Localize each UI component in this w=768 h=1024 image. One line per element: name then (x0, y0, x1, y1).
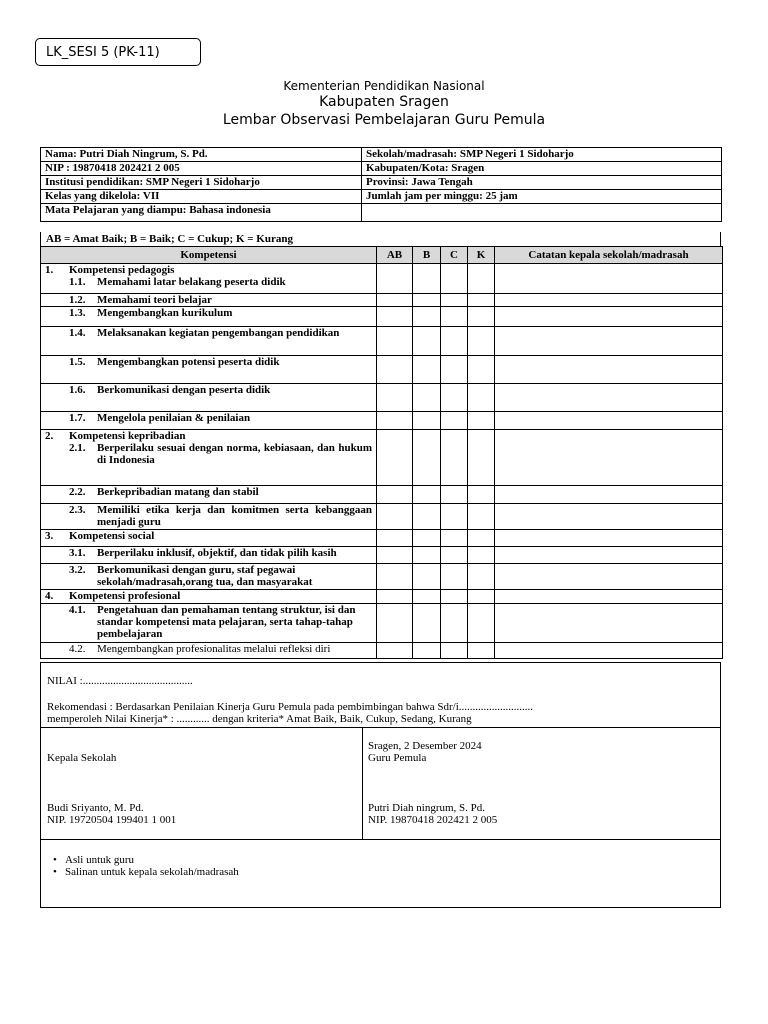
item-number: 2. (45, 430, 54, 442)
region-heading: Kabupaten Sragen (319, 94, 449, 110)
rating-cell-c[interactable] (441, 384, 468, 412)
rating-cell-c[interactable] (441, 486, 468, 504)
competency-label: Berkepribadian matang dan stabil (97, 486, 259, 498)
item-number: 4. (45, 590, 54, 602)
note-cell[interactable] (495, 604, 723, 643)
rating-cell-k[interactable] (468, 294, 495, 307)
rating-cell-k[interactable] (468, 307, 495, 327)
rating-cell-b[interactable] (413, 327, 441, 356)
note-cell[interactable] (495, 504, 723, 530)
rating-cell-ab[interactable] (377, 530, 413, 547)
table-row (41, 604, 723, 643)
table-row (41, 384, 723, 412)
hours-per-week: Jumlah jam per minggu: 25 jam (362, 190, 722, 204)
rating-cell-k[interactable] (468, 264, 495, 294)
rating-cell-k[interactable] (468, 412, 495, 430)
class-taught: Kelas yang dikelola: VII (41, 190, 362, 204)
item-number: 3.1. (69, 547, 86, 559)
item-number: 3. (45, 530, 54, 542)
teacher-signature-name: Putri Diah ningrum, S. Pd. (368, 802, 486, 814)
col-header-b: B (413, 247, 441, 264)
rating-cell-ab[interactable] (377, 384, 413, 412)
empty-cell (362, 204, 722, 222)
regency: Kabupaten/Kota: Sragen (362, 162, 722, 176)
rating-cell-ab[interactable] (377, 356, 413, 384)
col-header-k: K (468, 247, 495, 264)
rating-legend: AB = Amat Baik; B = Baik; C = Cukup; K = Kurang (40, 232, 721, 246)
rating-cell-b[interactable] (413, 356, 441, 384)
rating-cell-k[interactable] (468, 504, 495, 530)
table-row (41, 547, 723, 564)
province: Provinsi: Jawa Tengah (362, 176, 722, 190)
rating-cell-ab[interactable] (377, 412, 413, 430)
item-number: 1.6. (69, 384, 86, 396)
distribution-list (53, 854, 239, 878)
document-title: Lembar Observasi Pembelajaran Guru Pemula (222, 112, 546, 128)
recommendation-line-1: Rekomendasi : Berdasarkan Penilaian Kinerja Guru Pemula pada pembimbingan bahwa Sdr/i........................... (47, 701, 534, 713)
rating-cell-b[interactable] (413, 643, 441, 659)
institution: Institusi pendidikan: SMP Negeri 1 Sidoharjo (41, 176, 362, 190)
rating-cell-b[interactable] (413, 530, 441, 547)
rating-cell-b[interactable] (413, 486, 441, 504)
rating-cell-k[interactable] (468, 384, 495, 412)
note-cell[interactable] (495, 564, 723, 590)
rating-cell-ab[interactable] (377, 547, 413, 564)
table-row (41, 530, 723, 547)
note-cell[interactable] (495, 264, 723, 294)
rating-cell-c[interactable] (441, 564, 468, 590)
note-cell[interactable] (495, 547, 723, 564)
rating-cell-ab[interactable] (377, 307, 413, 327)
item-number: 1.5. (69, 356, 86, 368)
rating-cell-ab[interactable] (377, 643, 413, 659)
teacher-nip: NIP : 19870418 202421 2 005 (41, 162, 362, 176)
competency-label: Berperilaku sesuai dengan norma, kebiasaan, dan hukum di Indonesia (97, 442, 372, 466)
item-number: 3.2. (69, 564, 86, 576)
form-code-label: LK_SESI 5 (PK-11) (35, 38, 201, 66)
competency-label: Mengembangkan kurikulum (97, 307, 233, 319)
identity-table (40, 147, 722, 222)
rating-cell-c[interactable] (441, 307, 468, 327)
rating-cell-ab[interactable] (377, 590, 413, 604)
rating-cell-c[interactable] (441, 504, 468, 530)
rating-cell-b[interactable] (413, 504, 441, 530)
table-row (41, 264, 723, 294)
rating-cell-c[interactable] (441, 604, 468, 643)
note-cell[interactable] (495, 384, 723, 412)
item-number: 2.3. (69, 504, 86, 516)
table-row (41, 412, 723, 430)
item-number: 1. (45, 264, 54, 276)
rating-cell-k[interactable] (468, 486, 495, 504)
rating-cell-b[interactable] (413, 590, 441, 604)
rating-cell-k[interactable] (468, 564, 495, 590)
rating-cell-k[interactable] (468, 430, 495, 486)
ministry-heading: Kementerian Pendidikan Nasional (283, 79, 485, 93)
note-cell[interactable] (495, 643, 723, 659)
rating-cell-b[interactable] (413, 604, 441, 643)
competency-group-label: Kompetensi pedagogis (69, 264, 175, 276)
list-item: • Asli untuk guru (53, 854, 239, 866)
principal-role: Kepala Sekolah (47, 752, 117, 764)
rating-cell-b[interactable] (413, 307, 441, 327)
recommendation-line-2: memperoleh Nilai Kinerja* : ............ dengan kriteria* Amat Baik, Baik, Cukup, Sedang, Kurang (47, 713, 472, 725)
teacher-signature-nip: NIP. 19870418 202421 2 005 (368, 814, 498, 826)
rating-cell-c[interactable] (441, 547, 468, 564)
rating-cell-c[interactable] (441, 643, 468, 659)
rating-cell-c[interactable] (441, 327, 468, 356)
table-row (41, 504, 723, 530)
rating-cell-ab[interactable] (377, 430, 413, 486)
rating-cell-c[interactable] (441, 264, 468, 294)
divider (362, 727, 363, 839)
note-cell[interactable] (495, 356, 723, 384)
rating-cell-k[interactable] (468, 327, 495, 356)
col-header-c: C (441, 247, 468, 264)
rating-cell-c[interactable] (441, 356, 468, 384)
table-row (41, 294, 723, 307)
assessment-section (40, 662, 721, 908)
teacher-role: Guru Pemula (368, 752, 427, 764)
table-row (41, 307, 723, 327)
rating-cell-c[interactable] (441, 590, 468, 604)
table-row (41, 327, 723, 356)
rating-cell-ab[interactable] (377, 264, 413, 294)
table-row (41, 564, 723, 590)
rating-cell-k[interactable] (468, 356, 495, 384)
score-field[interactable]: NILAI :........................................ (47, 675, 193, 687)
rating-cell-ab[interactable] (377, 294, 413, 307)
note-cell[interactable] (495, 430, 723, 486)
competency-group-label: Kompetensi social (69, 530, 155, 542)
rating-cell-b[interactable] (413, 547, 441, 564)
item-number: 2.2. (69, 486, 86, 498)
item-number: 4.1. (69, 604, 86, 616)
table-row (41, 430, 723, 486)
col-header-ab: AB (377, 247, 413, 264)
item-number: 1.4. (69, 327, 86, 339)
competency-label: Melaksanakan kegiatan pengembangan pendidikan (97, 327, 340, 339)
rating-cell-c[interactable] (441, 412, 468, 430)
rating-cell-b[interactable] (413, 430, 441, 486)
principal-nip: NIP. 19720504 199401 1 001 (47, 814, 177, 826)
competency-label: Memahami latar belakang peserta didik (97, 276, 286, 288)
rating-cell-b[interactable] (413, 264, 441, 294)
note-cell[interactable] (495, 412, 723, 430)
item-number: 1.1. (69, 276, 86, 288)
rating-cell-b[interactable] (413, 384, 441, 412)
rating-cell-ab[interactable] (377, 504, 413, 530)
divider (41, 727, 720, 728)
item-number: 4.2. (69, 643, 86, 655)
competency-group-label: Kompetensi profesional (69, 590, 181, 602)
place-date: Sragen, 2 Desember 2024 (368, 740, 482, 752)
competency-label: Mengembangkan potensi peserta didik (97, 356, 280, 368)
item-number: 1.3. (69, 307, 86, 319)
col-header-kompetensi: Kompetensi (41, 247, 377, 264)
competency-label: Pengetahuan dan pemahaman tentang struktur, isi dan standar kompetensi mata pelajaran, serta tahap-tahap pembelajaran (97, 604, 356, 640)
table-row (41, 590, 723, 604)
rating-cell-k[interactable] (468, 547, 495, 564)
competency-label: Berkomunikasi dengan guru, staf pegawai sekolah/madrasah,orang tua, dan masyarakat (97, 564, 313, 588)
competency-label: Memiliki etika kerja dan komitmen serta kebanggaan menjadi guru (97, 504, 372, 528)
rating-cell-b[interactable] (413, 294, 441, 307)
rating-cell-ab[interactable] (377, 486, 413, 504)
competency-label: Berperilaku inklusif, objektif, dan tidak pilih kasih (97, 547, 337, 559)
item-number: 1.2. (69, 294, 86, 306)
principal-name: Budi Sriyanto, M. Pd. (47, 802, 144, 814)
rating-cell-b[interactable] (413, 564, 441, 590)
competency-table (40, 246, 723, 659)
note-cell[interactable] (495, 294, 723, 307)
competency-group-label: Kompetensi kepribadian (69, 430, 186, 442)
note-cell[interactable] (495, 530, 723, 547)
competency-label: Berkomunikasi dengan peserta didik (97, 384, 271, 396)
rating-cell-b[interactable] (413, 412, 441, 430)
note-cell[interactable] (495, 307, 723, 327)
table-row (41, 486, 723, 504)
school-name: Sekolah/madrasah: SMP Negeri 1 Sidoharjo (362, 148, 722, 162)
col-header-catatan: Catatan kepala sekolah/madrasah (495, 247, 723, 264)
item-number: 2.1. (69, 442, 86, 454)
item-number: 1.7. (69, 412, 86, 424)
note-cell[interactable] (495, 327, 723, 356)
rating-cell-k[interactable] (468, 590, 495, 604)
rating-cell-c[interactable] (441, 530, 468, 547)
rating-cell-c[interactable] (441, 294, 468, 307)
rating-cell-k[interactable] (468, 530, 495, 547)
note-cell[interactable] (495, 590, 723, 604)
rating-cell-ab[interactable] (377, 604, 413, 643)
rating-cell-k[interactable] (468, 604, 495, 643)
table-row (41, 643, 723, 659)
note-cell[interactable] (495, 486, 723, 504)
rating-cell-ab[interactable] (377, 564, 413, 590)
rating-cell-ab[interactable] (377, 327, 413, 356)
competency-label: Mengembangkan profesionalitas melalui refleksi diri (97, 643, 331, 655)
teacher-name: Nama: Putri Diah Ningrum, S. Pd. (41, 148, 362, 162)
rating-cell-k[interactable] (468, 643, 495, 659)
subject-taught: Mata Pelajaran yang diampu: Bahasa indonesia (41, 204, 362, 222)
table-row (41, 356, 723, 384)
competency-label: Memahami teori belajar (97, 294, 212, 306)
competency-label: Mengelola penilaian & penilaian (97, 412, 251, 424)
list-item: • Salinan untuk kepala sekolah/madrasah (53, 866, 239, 878)
rating-cell-c[interactable] (441, 430, 468, 486)
divider (41, 839, 720, 840)
